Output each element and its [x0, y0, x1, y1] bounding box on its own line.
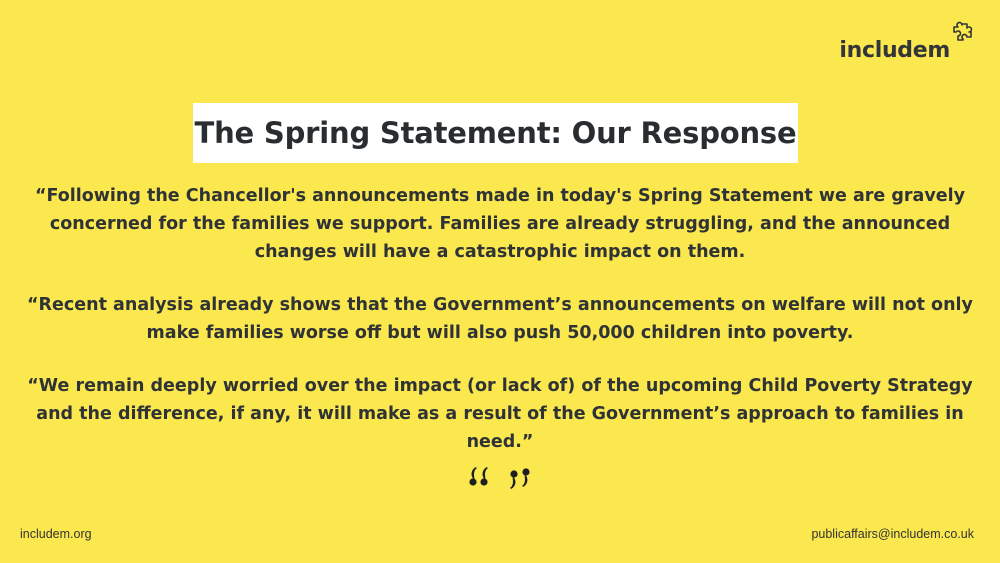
puzzle-piece-icon	[950, 18, 976, 42]
logo-wordmark: includem	[839, 38, 950, 63]
footer-website[interactable]: includem.org	[20, 527, 92, 541]
footer-email[interactable]: publicaffairs@includem.co.uk	[811, 527, 974, 541]
quotes-section	[20, 182, 980, 481]
quote-paragraph-1: “Following the Chancellor's announcements made in today's Spring Statement we are gravely concerned for the families we support. Families are already struggling, and the announced changes will have a catastrophic impact on them.	[34, 186, 966, 262]
includem-logo	[836, 18, 976, 70]
title-banner	[193, 103, 798, 163]
page-title: The Spring Statement: Our Response	[194, 116, 797, 150]
quote-paragraph-2: “Recent analysis already shows that the Government’s announcements on welfare will not only make families worse off but will also push 50,000 children into poverty.	[27, 295, 973, 343]
quote-paragraph-3: “We remain deeply worried over the impact (or lack of) of the upcoming Child Poverty Strategy and the difference, if any, it will make as a result of the Government’s approach to families in need.”	[27, 376, 973, 452]
quotation-marks-icon	[465, 462, 537, 502]
